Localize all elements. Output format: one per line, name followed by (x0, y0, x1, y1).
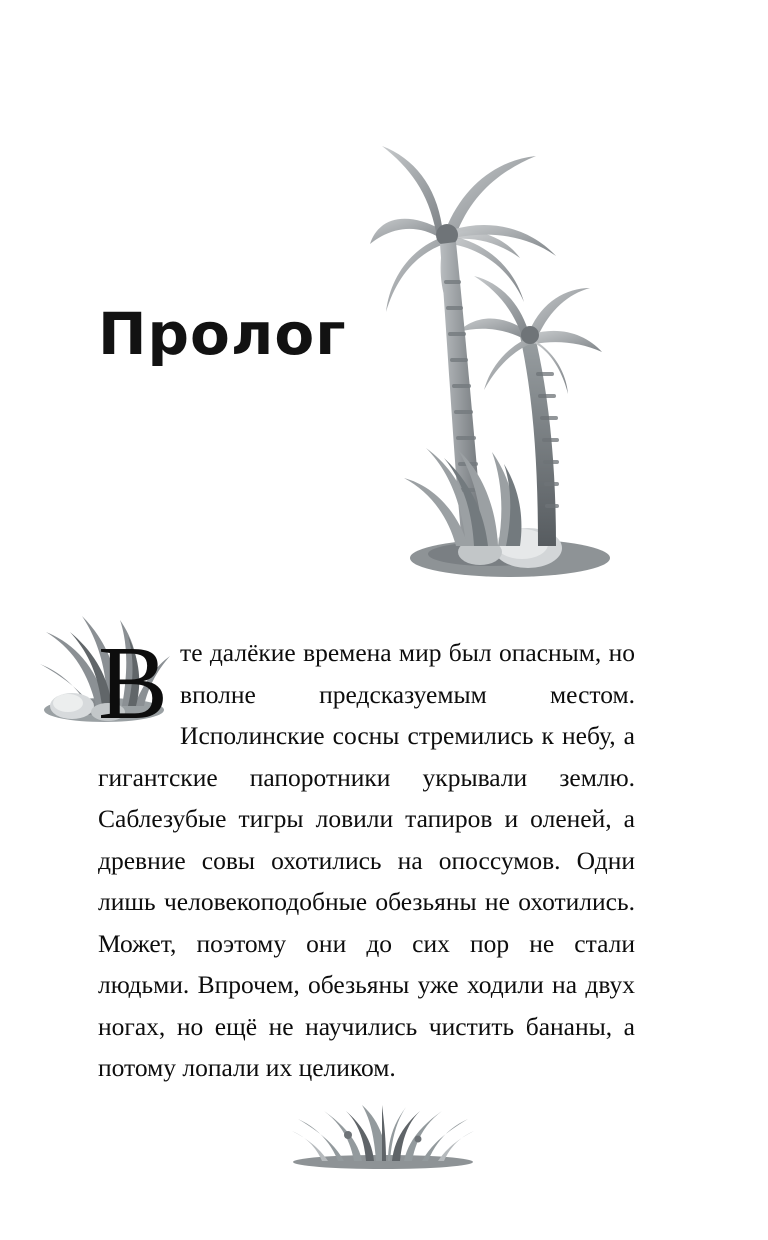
grass-ornament-illustration (278, 1105, 488, 1170)
body-paragraph-text: те далёкие времена мир был опасным, но вполне предсказуемым местом. Исполинские сосны стремились к небу, а гигантские папоротники укрывали землю. Саблезубые тигры ловили тапиров и оленей, а древние совы охотились на опоссумов. Одни лишь человекоподобные обезьяны не охотились. Может, поэтому они до сих пор не стали людьми. Впрочем, обезьяны уже ходили на двух ногах, но ещё не научились чистить бананы, а потому лопали их целиком. (98, 638, 635, 1082)
palm-trees-illustration (370, 140, 630, 585)
body-paragraph (98, 624, 635, 1089)
drop-cap: В (98, 624, 169, 741)
body-text (98, 624, 635, 1089)
chapter-title: Пролог (98, 300, 347, 368)
